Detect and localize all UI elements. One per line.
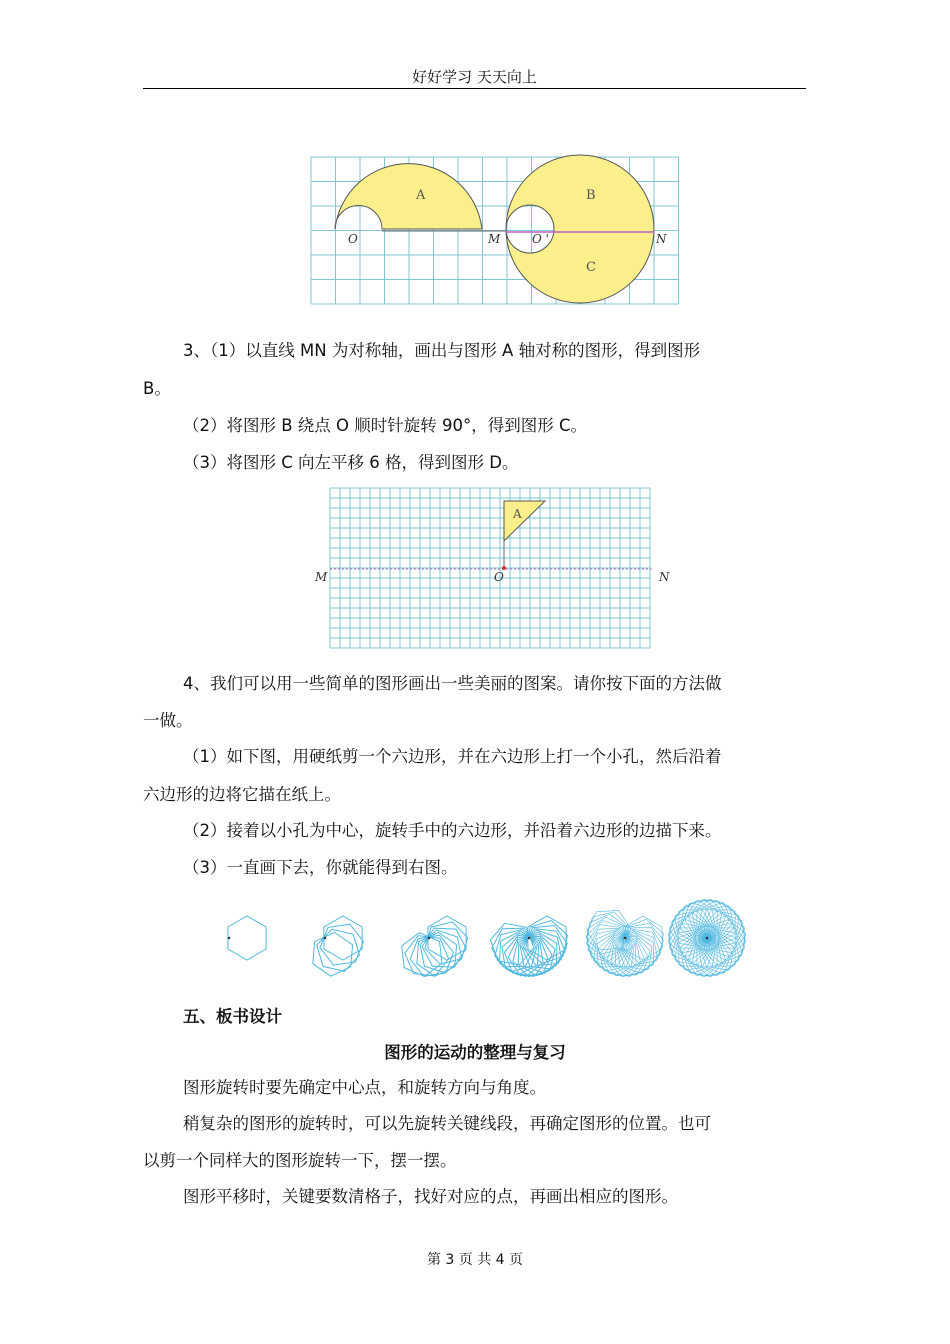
pivot-hole xyxy=(428,937,431,940)
problem3-line1: 3、（1）以直线 MN 为对称轴，画出与图形 A 轴对称的图形，得到图形 xyxy=(183,341,701,360)
pivot-hole xyxy=(228,937,231,940)
section5-line3: 图形平移时，关键要数清格子，找好对应的点，再画出相应的图形。 xyxy=(183,1187,678,1206)
hexagon-stage-6 xyxy=(668,899,745,976)
label-b: B xyxy=(586,188,596,203)
pivot-hole xyxy=(528,937,531,940)
label-o: O xyxy=(348,232,358,246)
hexagon-stage-1 xyxy=(228,916,266,960)
problem4-line2: （1）如下图，用硬纸剪一个六边形，并在六边形上打一个小孔，然后沿着 xyxy=(183,747,722,766)
section5-line2: 稍复杂的图形的旋转时，可以先旋转关键线段，再确定图形的位置。也可 xyxy=(183,1114,711,1133)
label-a: A xyxy=(416,188,426,203)
shape-bc xyxy=(506,155,654,303)
hexagon-outline xyxy=(228,916,266,960)
problem3-line1-cont: B。 xyxy=(143,379,171,398)
label-o-2: O xyxy=(494,570,504,584)
pivot-hole xyxy=(624,937,627,940)
hexagon-stage-3 xyxy=(402,916,468,976)
problem4-line1-cont: 一做。 xyxy=(143,711,193,730)
shape-a xyxy=(335,164,482,229)
hexagon-stage-2 xyxy=(313,916,364,976)
hexagon-rotation-sequence xyxy=(215,888,775,988)
problem4-line2-cont: 六边形的边将它描在纸上。 xyxy=(143,785,341,804)
problem3-line3: （3）将图形 C 向左平移 6 格，得到图形 D。 xyxy=(183,453,519,472)
figure-transform-grid xyxy=(312,486,674,650)
label-m: M xyxy=(488,232,501,246)
label-a-2: A xyxy=(513,507,522,521)
section5-line1: 图形旋转时要先确定中心点，和旋转方向与角度。 xyxy=(183,1078,546,1097)
label-o-prime: O ' xyxy=(532,232,549,246)
hexagon-stage-4 xyxy=(490,916,567,977)
label-n: N xyxy=(656,232,667,246)
hexagon-stage-5 xyxy=(586,910,663,976)
pivot-hole xyxy=(324,937,327,940)
section5-heading: 五、板书设计 xyxy=(183,1007,282,1026)
grid-2 xyxy=(330,488,650,648)
problem4-line3: （2）接着以小孔为中心，旋转手中的六边形，并沿着六边形的边描下来。 xyxy=(183,821,722,840)
label-c: C xyxy=(586,260,596,275)
pivot-hole xyxy=(706,937,709,940)
problem4-line1: 4、我们可以用一些简单的图形画出一些美丽的图案。请你按下面的方法做 xyxy=(183,674,722,693)
section5-title: 图形的运动的整理与复习 xyxy=(384,1043,566,1062)
section5-line2-cont: 以剪一个同样大的图形旋转一下，摆一摆。 xyxy=(143,1151,457,1170)
triangle-a xyxy=(504,501,545,541)
page-header: 好好学习 天天向上 xyxy=(412,68,537,86)
label-n-2: N xyxy=(659,570,670,584)
header-rule xyxy=(143,88,806,89)
problem3-line2: （2）将图形 B 绕点 O 顺时针旋转 90°，得到图形 C。 xyxy=(183,416,588,435)
figure-symmetry-rotation xyxy=(308,154,680,308)
label-m-2: M xyxy=(315,570,328,584)
page-footer: 第 3 页 共 4 页 xyxy=(426,1252,524,1268)
problem4-line4: （3）一直画下去，你就能得到右图。 xyxy=(183,858,458,877)
